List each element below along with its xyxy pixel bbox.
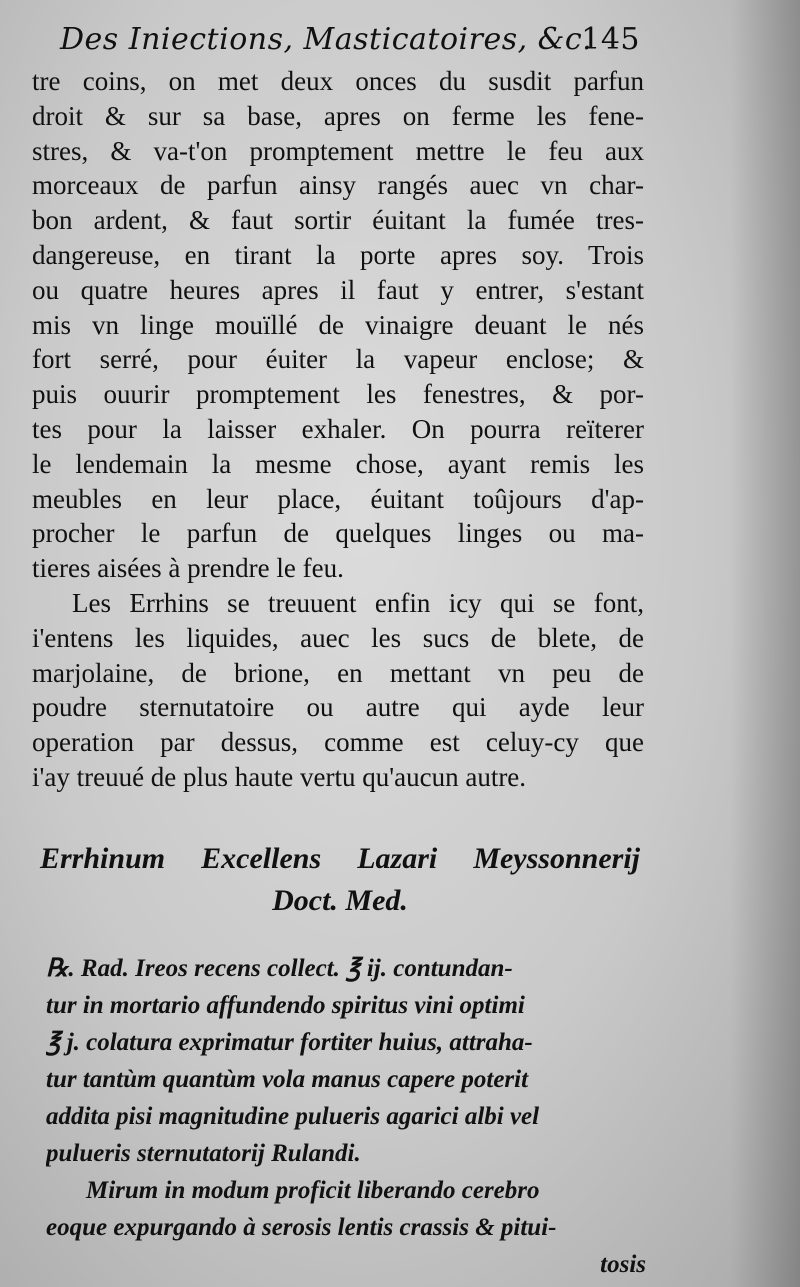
text-line: marjolaine, de brione, en mettant vn peu de [32, 657, 644, 688]
page-number: 145 [581, 22, 640, 57]
recipe-title-line: Doct. Med. [272, 884, 408, 917]
text-line: mis vn linge mouïllé de vinaigre deuant le nés [32, 309, 644, 340]
text-line: procher le parfun de quelques linges ou ma- [32, 518, 644, 549]
text-line: bon ardent, & faut sortir éuitant la fumée tres- [32, 205, 644, 236]
recipe-title [40, 838, 640, 922]
recipe-line: pulueris sternutatorij Rulandi. [46, 1140, 361, 1167]
text-line: puis ouurir promptement les fenestres, & por- [32, 379, 644, 410]
recipe-line: addita pisi magnitudine pulueris agarici albi vel [46, 1103, 540, 1130]
text-line: tieres aisées à prendre le feu. [32, 553, 344, 584]
text-line: stres, & va-t'on promptement mettre le feu aux [32, 135, 644, 166]
text-line: i'entens les liquides, auec les sucs de blete, de [32, 622, 644, 653]
recipe-paragraph-start-line: Mirum in modum proficit liberando cerebro [86, 1177, 540, 1204]
text-line: ou quatre heures apres il faut y entrer, s'estant [32, 274, 644, 305]
recipe-title-line: Errhinum Excellens Lazari Meyssonnerij [40, 842, 640, 875]
text-line: dangereuse, en tirant la porte apres soy. Trois [32, 239, 644, 270]
text-line: i'ay treuué de plus haute vertu qu'aucun autre. [32, 761, 527, 792]
recipe-line: ℥ j. colatura exprimatur fortiter huius, attraha- [46, 1029, 533, 1056]
text-line: operation par dessus, comme est celuy-cy que [32, 727, 644, 758]
text-line: tes pour la laisser exhaler. On pourra reïterer [32, 413, 644, 444]
body-text [32, 64, 644, 795]
paragraph-start-line: Les Errhins se treuuent enfin icy qui se font, [72, 587, 644, 618]
text-line: poudre sternutatoire ou autre qui ayde leur [32, 692, 644, 723]
recipe-line: eoque expurgando à serosis lentis crassis & pitui- [46, 1214, 557, 1241]
recipe-line: ℞. Rad. Ireos recens collect. ℥ ij. contundan- [46, 955, 513, 982]
recipe-line: tur tantùm quantùm vola manus capere poterit [46, 1066, 529, 1093]
text-line: morceaux de parfun ainsy rangés auec vn char- [32, 170, 644, 201]
text-line: tre coins, on met deux onces du susdit parfun [32, 66, 644, 96]
text-line: meubles en leur place, éuitant toûjours d'ap- [32, 483, 644, 514]
text-line: le lendemain la mesme chose, ayant remis les [32, 448, 644, 479]
text-line: fort serré, pour éuiter la vapeur enclose; & [32, 344, 644, 375]
text-line: droit & sur sa base, apres on ferme les fene- [32, 100, 644, 131]
running-title: Des Iniections, Masticatoires, &c. [60, 22, 593, 57]
recipe-text [46, 950, 646, 1283]
catchword-line: tosis [600, 1251, 646, 1278]
recipe-line: tur in mortario affundendo spiritus vini optimi [46, 992, 525, 1019]
page-header [60, 22, 640, 62]
